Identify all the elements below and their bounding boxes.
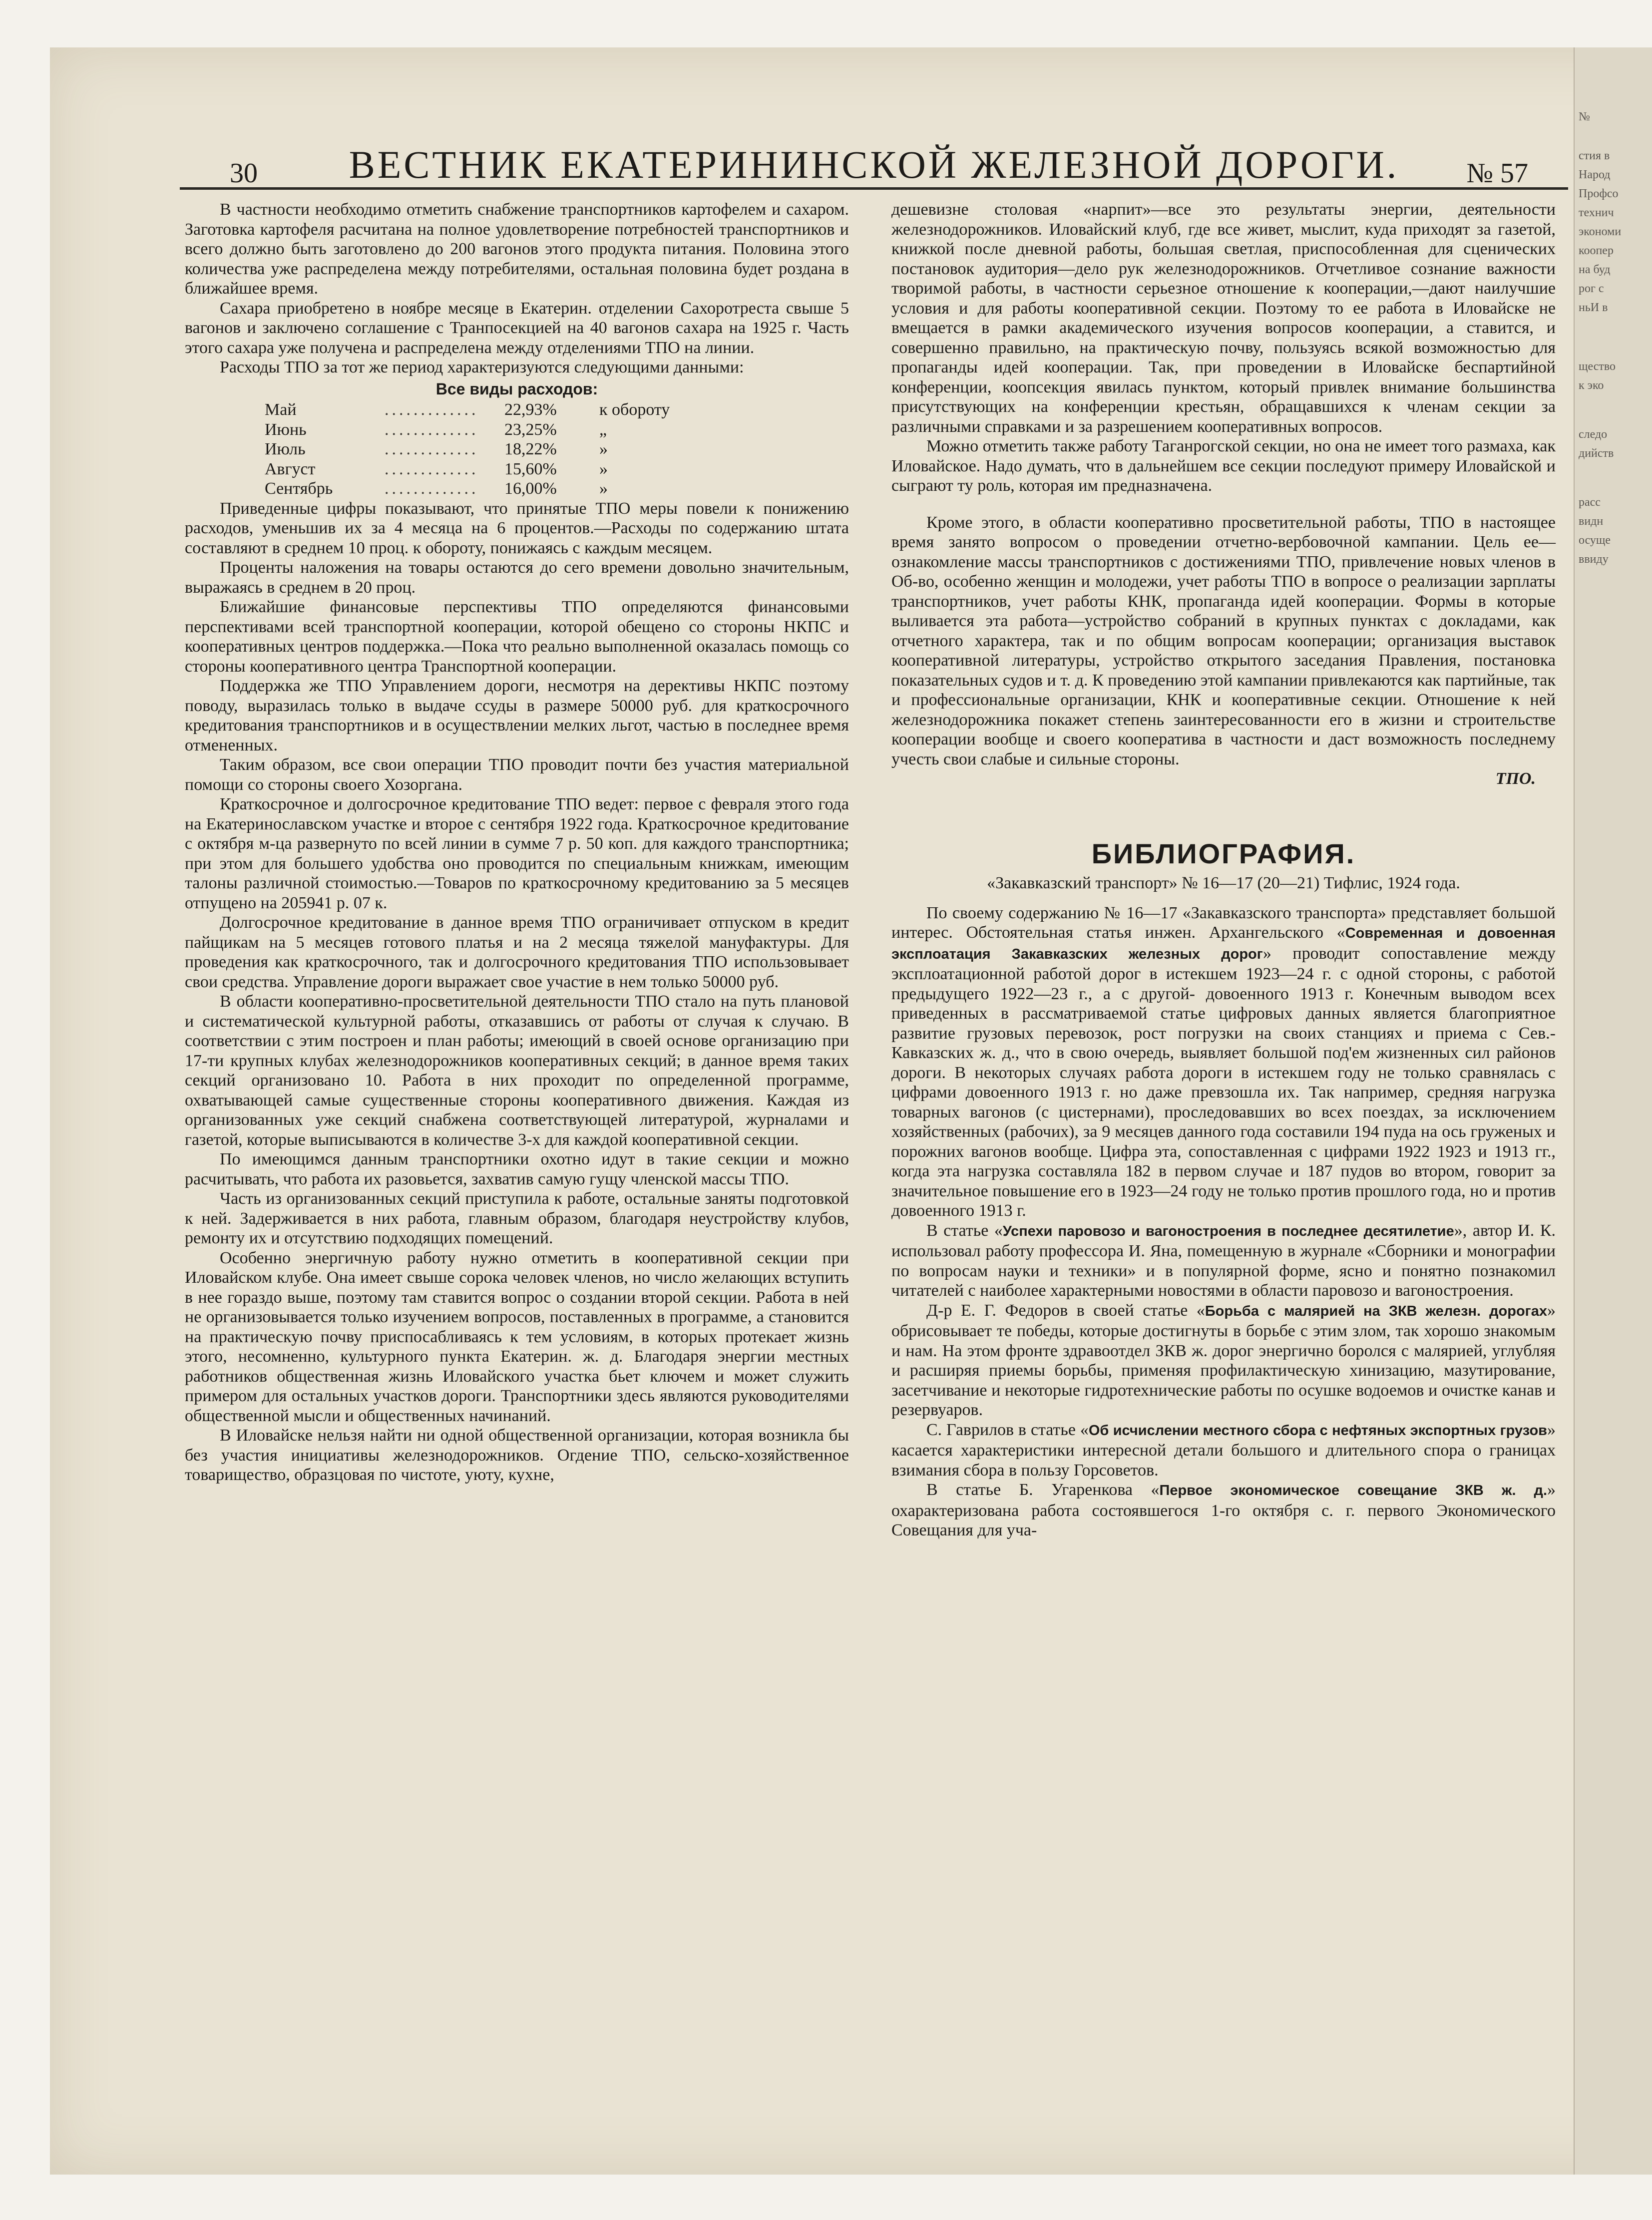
paragraph: В области кооперативно-просветительной деятельности ТПО стало на путь плановой и систематической культурной работы, отказавшись от работы от случая к случаю. В соответствии с этим построен и план работы; имеющий в своей основе организацию при 17-ти крупных клубах железнодорожников кооперативных секций; в данное время таких секций организовано 10. Работа в них проходит по определенной программе, охватывающей самые существенные стороны кооперативного движения. Каждая из организованных уже секций снабжена соответствующей литературой, журналами и газетой, которые выписываются в количестве 3-х для каждой кооперативной секции. <box>185 992 849 1149</box>
review-paragraph <box>891 903 1556 1221</box>
expense-month: Май <box>265 400 297 419</box>
expense-value: 18,22% <box>504 440 557 458</box>
adjacent-page-edge <box>1574 47 1652 2175</box>
leader-dots: ............. <box>385 420 479 439</box>
section-title: БИБЛИОГРАФИЯ. <box>1091 837 1356 869</box>
edge-fragment: расс <box>1579 496 1601 509</box>
review-paragraph <box>891 1221 1556 1301</box>
issue-number: № 57 <box>1466 158 1528 189</box>
expense-month: Август <box>265 459 316 478</box>
review-paragraph <box>891 1480 1556 1540</box>
review-paragraph <box>891 1420 1556 1480</box>
journal-title: ВЕСТНИК ЕКАТЕРИНИНСКОЙ ЖЕЛЕЗНОЙ ДОРОГИ. <box>349 143 1399 186</box>
right-column <box>891 200 1556 1540</box>
expense-row <box>185 420 849 440</box>
expense-row <box>185 439 849 459</box>
expense-month: Июль <box>265 440 306 458</box>
text-run: В статье « <box>926 1221 1003 1240</box>
leader-dots: ............. <box>385 479 479 498</box>
edge-fragment: стия в <box>1579 149 1610 162</box>
paragraph: Кроме этого, в области кооперативно просветительной работы, ТПО в настоящее время занято вопросом о проведении отчетно-вербовочной кампании. Цель ее—ознакомление массы транспортников с достижениями ТПО, привлечение новых членов в Об-во, особенно женщин и молодежи, учет работы ТПО в вопросе о реализации зарплаты транспортников, учет работы КНК, пропаганда идей кооперации. Формы в которые выливается эта работа—устройство собраний в крупных пунктах с докладами, как отчетного характера, так и по общим вопросам кооперации; организация выставок кооперативной литературы, устройство открытого заседания Правления, постановка показательных судов и т. д. К проведению этой кампании привлекаются как партийные, так и профессиональные организации, КНК и кооперативные секции. Отношение к ней железнодорожника покажет степень заинтересованности его в жизни и строительстве кооперации вообще и своего кооператива в частности и даст возможность последнему учесть свои слабые и сильные стороны. <box>891 513 1556 768</box>
expense-note: » <box>599 479 608 498</box>
edge-fragment: Профсо <box>1579 187 1619 200</box>
article-title: Первое экономическое совещание ЗКВ ж. д. <box>1159 1482 1547 1498</box>
paragraph: В Иловайске нельзя найти ни одной общественной организации, которая возникла бы без участия инициативы железнодорожников. Огдение ТПО, сельско-хозяйственное товарищество, образцовая по чистоте, уюту, кухне, <box>185 1426 849 1484</box>
expense-value: 15,60% <box>504 459 557 478</box>
expenses-heading: Все виды расходов: <box>435 379 598 398</box>
paragraph: дешевизне столовая «нарпит»—все это результаты энергии, деятельности железнодорожников. Иловайский клуб, где все живет, мыслит, куда приходят за газетой, книжкой после дневной работы, большая светлая, приспособленная для сценических постановок аудитория—дело рук железнодорожников. Отчетливое сознание важности творимой работы, в частности серьезное отношение к кооперации,—дают наилучшие условия и для работы кооперативной секции. Поэтому то ее работа в Иловайске не вмещается в рамки академического изучения вопросов кооперации, а ставится, и совершенно правильно, на практическую почву, пользуясь всякой возможностью для пропаганды идей кооперации. Так, при проведении в Иловайске беспартийной конференции, коопсекция явилась пунктом, который привлек внимание большинства присутствующих на конференции крестьян, обращавшихся к членам секции за различными справками и за разрешением кооперативных вопросов. <box>891 200 1556 436</box>
expense-value: 22,93% <box>504 400 557 419</box>
edge-fragment: рог с <box>1579 282 1604 295</box>
expense-note: „ <box>599 420 607 439</box>
edge-fragment: осуще <box>1579 534 1611 547</box>
text-run: », автор И. К. использовал работу профессора И. Яна, помещенную в журнале «Сборники и монографии по вопросам науки и техники» и в популярной форме, ясно и понятно познакомил читателей с наиболее характерными новостями в области паровозо и вагоностроения. <box>891 1221 1556 1300</box>
page-number: 30 <box>230 158 258 189</box>
paragraph: Можно отметить также работу Таганрогской секции, но она не имеет того размаха, как Иловайское. Надо думать, что в дальнейшем все секции последуют примеру Иловайской и сыграют ту роль, которая им предназначена. <box>891 437 1556 495</box>
article-title: Успехи паровозо и вагоностроения в последнее десятилетие <box>1002 1223 1454 1239</box>
edge-fragment: коопер <box>1579 244 1614 257</box>
edge-fragment: к эко <box>1579 379 1604 392</box>
article-title: Об исчислении местного сбора с нефтяных экспортных грузов <box>1088 1422 1547 1439</box>
expense-note: к обороту <box>599 400 670 419</box>
expense-value: 23,25% <box>504 420 557 439</box>
paragraph: Расходы ТПО за тот же период характеризуются следующими данными: <box>220 358 744 376</box>
edge-fragment: дийств <box>1579 447 1614 460</box>
article-title: Борьба с малярией на ЗКВ железн. дорогах <box>1205 1303 1547 1319</box>
text-run: В статье Б. Угаренкова « <box>926 1480 1160 1499</box>
leader-dots: ............. <box>385 459 479 478</box>
expenses-table <box>185 400 849 499</box>
review-paragraph <box>891 1301 1556 1420</box>
left-column <box>185 200 849 1485</box>
leader-dots: ............. <box>385 440 479 458</box>
paragraph: Краткосрочное и долгосрочное кредитование ТПО ведет: первое с февраля этого года на Екатеринославском участке и второе с сентября 1922 года. Краткосрочное кредитование с октября м-ца развернуто по всей линии в сумме 7 р. 50 коп. для каждого транспортника; при этом для большего удобства оно проводится по специальным книжкам, имеющим талоны различной стоимостью.—Товаров по краткосрочному кредитованию за 5 месяцев отпущено на 205941 р. 07 к. <box>185 795 849 912</box>
paragraph: По имеющимся данным транспортники охотно идут в такие секции и можно расчитывать, что работа их разовьется, захватив самую гущу членской массы ТПО. <box>185 1150 849 1188</box>
expense-row <box>185 400 849 420</box>
edge-fragment: на буд <box>1579 263 1611 276</box>
text-run: » касается характеристики интересной детали большого и длительного спора о границах взимания сбора в пользу Горсоветов. <box>891 1420 1556 1480</box>
edge-fragment: ввиду <box>1579 553 1609 566</box>
edge-fragment: ньИ в <box>1579 301 1608 314</box>
edge-fragment: щество <box>1579 360 1616 373</box>
bibliography-reference: «Закавказский транспорт» № 16—17 (20—21) Тифлис, 1924 года. <box>987 874 1460 892</box>
paragraph: Приведенные цифры показывают, что принятые ТПО меры повели к понижению расходов, уменьшив их за 4 месяца на 6 процентов.—Расходы по содержанию штата составляют в среднем 10 проц. к обороту, понижаясь с каждым месяцем. <box>185 499 849 557</box>
signature: ТПО. <box>1495 769 1536 788</box>
text-run: » обрисовывает те победы, которые достигнуты в борьбе с этим злом, так хорошо знакомым и нам. На этом фронте здравоотдел ЗКВ ж. дорог энергично боролся с малярией, углубляя и расширяя приемы борьбы, применяя профилактическую хинизацию, мазутирование, засетчивание и некоторые гидротехнические работы по осушке водоемов и очистке канав и резервуаров. <box>891 1301 1556 1419</box>
expense-note: » <box>599 459 608 478</box>
edge-fragment: экономи <box>1579 225 1622 238</box>
edge-fragment: технич <box>1579 206 1614 219</box>
leader-dots: ............. <box>385 400 479 419</box>
edge-fragment: видн <box>1579 515 1604 528</box>
text-run: » охарактеризована работа состоявшегося 1-го октября с. г. первого Экономического Совещания для уча- <box>891 1480 1556 1539</box>
paragraph: Поддержка же ТПО Управлением дороги, несмотря на дерективы НКПС поэтому поводу, выразилась только в выдаче ссуды в размере 50000 руб. для краткосрочного кредитования транспортников и в осуществлении мелких льгот, частью в последнее время отмененных. <box>185 677 849 754</box>
expense-row <box>185 479 849 499</box>
paragraph: Сахара приобретено в ноябре месяце в Екатерин. отделении Сахоротреста свыше 5 вагонов и заключено соглашение с Транпосекцией на 40 вагонов сахара на 1925 г. Часть этого сахара уже получена и распределена между отделениями ТПО на линии. <box>185 299 849 357</box>
expense-value: 16,00% <box>504 479 557 498</box>
expense-note: » <box>599 440 608 458</box>
expense-month: Сентябрь <box>265 479 333 498</box>
paragraph: В частности необходимо отметить снабжение транспортников картофелем и сахаром. Заготовка картофеля расчитана на полное удовлетворение потребностей транспортников и всего должно быть заготовлено до 200 вагонов этого продукта питания. Половина этого количества уже распределена между потребителями, остальная половина будет роздана в ближайшее время. <box>185 200 849 298</box>
paragraph: Таким образом, все свои операции ТПО проводит почти без участия материальной помощи со стороны своего Хозоргана. <box>185 755 849 794</box>
edge-fragment: Народ <box>1579 168 1611 181</box>
edge-fragment: следо <box>1579 428 1608 441</box>
paragraph: Долгосрочное кредитование в данное время ТПО ограничивает отпуском в кредит пайщикам на 5 месяцев готового платья и на 2 месяца тяжелой мануфактуры. Для проведения как краткосрочного, так и долгосрочного кредитования ТПО использовывает свои средства. Управление дороги выражает свое участие в нем только 50000 руб. <box>185 913 849 991</box>
text-run: По своему содержанию № 16—17 «Закавказского транспорта» представляет большой интерес. Обстоятельная статья инжен. Архангельского « <box>891 903 1556 942</box>
paragraph: Особенно энергичную работу нужно отметить в кооперативной секции при Иловайском клубе. Она имеет свыше сорока человек членов, но число желающих вступить в нее гораздо выше, поэтому там ставится вопрос о создании второй секции. Работа в ней не организовывается только изучением вопросов, поставленных в программе, а становится на практическую почву приспосабливаясь к тем условиям, в которых протекает жизнь этого, несомненно, культурного пункта Екатерин. ж. д. Благодаря энергии местных работников общественная жизнь Иловайского участка бьет ключем и может служить примером для остальных участков дороги. Транспортники здесь являются руководителями общественной мысли и общественных начинаний. <box>185 1248 849 1425</box>
paragraph: Ближайшие финансовые перспективы ТПО определяются финансовыми перспективами всей транспортной кооперации, которой обещено со стороны НКПС и кооперативных центров поддержка.—Пока что реально выполненной оказалась помощь со стороны кооперативного центра Транспортной кооперации. <box>185 598 849 676</box>
text-run: » проводит сопоставление между эксплоатационной работой дорог в истекшем 1923—24 г. с одной стороны, с работой предыдущего 1922—23 г., а с другой- довоенного 1913 г. Конечным выводом всех приведенных в рассматриваемой статье цифровых данных является благоприятное развитие грузовых перевозок, рост погрузки на своих станциях и приема с Сев.-Кавказских ж. д., что в свою очередь, выявляет большой под'ем жизненных сил районов дороги. В некоторых случаях работа дороги в истекшем году не только сравнялась с цифрами довоенного 1913 г. но даже превзошла их. Так например, средняя нагрузка товарных вагонов (с цистернами), проследовавших во всех поездах, за исключением хозяйственных (рабочих), за 9 месяцев данного года составили 194 пуда на ось груженых и порожних вагонов вообще. Цифра эта, сопоставленная с цифрами 1922 1923 и 1913 гг., когда эта нагрузка составляла 182 в первом случае и 187 пудов во втором, говорит за значительное повышение его в 1923—24 году не только против прошлого года, но и против довоенного 1913 г. <box>891 944 1556 1220</box>
paragraph: Часть из организованных секций приступила к работе, остальные заняты подготовкой к ней. Задерживается в них работа, главным образом, благодаря неустройству клубов, ремонту их и отсутствию подходящих помещений. <box>185 1189 849 1247</box>
article-title: Современная и довоенная эксплоатация Закавказских железных дорог <box>891 925 1556 962</box>
page-header <box>180 112 1568 190</box>
expense-month: Июнь <box>265 420 307 439</box>
paragraph: Проценты наложения на товары остаются до сего времени довольно значительным, выражаясь в среднем в 20 проц. <box>185 558 849 597</box>
text-run: С. Гаврилов в статье « <box>926 1420 1089 1439</box>
text-run: Д-р Е. Г. Федоров в своей статье « <box>926 1301 1205 1320</box>
expense-row <box>185 459 849 479</box>
edge-fragment: № <box>1579 110 1590 123</box>
